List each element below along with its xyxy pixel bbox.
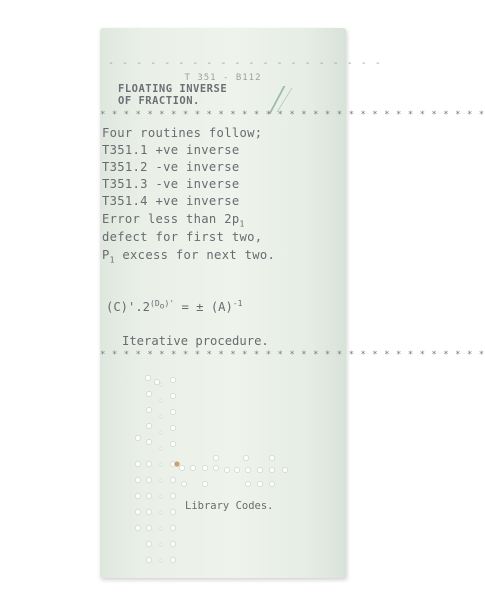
sprocket-hole bbox=[160, 399, 162, 402]
formula-sup-close: )' bbox=[164, 299, 175, 308]
title-line-2: OF FRACTION. bbox=[118, 95, 200, 107]
punch-hole bbox=[135, 493, 140, 498]
punch-hole bbox=[154, 379, 159, 384]
punch-hole bbox=[135, 525, 140, 530]
punch-hole bbox=[179, 465, 184, 470]
punch-hole bbox=[234, 467, 239, 472]
punch-hole bbox=[146, 541, 151, 546]
formula-sup-open: (D bbox=[150, 299, 160, 308]
punch-hole bbox=[146, 509, 151, 514]
punch-hole bbox=[269, 455, 274, 460]
punch-hole bbox=[170, 541, 175, 546]
formula-sup-sub: o bbox=[159, 301, 165, 311]
punch-hole bbox=[213, 455, 218, 460]
title-line-1: FLOATING INVERSE bbox=[118, 83, 228, 95]
text-line: T351.2 -ve inverse bbox=[102, 160, 240, 174]
sprocket-hole bbox=[160, 415, 162, 418]
punch-hole bbox=[135, 477, 140, 482]
sprocket-hole bbox=[160, 511, 162, 514]
punch-hole bbox=[269, 467, 274, 472]
punch-hole bbox=[170, 509, 175, 514]
paper-tape bbox=[100, 28, 485, 578]
error-text: Error less than 2p bbox=[102, 212, 240, 226]
punch-hole bbox=[257, 467, 262, 472]
punch-hole bbox=[257, 481, 262, 486]
punch-hole bbox=[170, 493, 175, 498]
punch-hole bbox=[146, 493, 151, 498]
punch-hole bbox=[135, 509, 140, 514]
routine-code: T 351 - B112 bbox=[184, 73, 262, 83]
punch-hole bbox=[181, 481, 186, 486]
text-line: Four routines follow; bbox=[102, 126, 263, 140]
punched-holes bbox=[100, 28, 485, 578]
punch-hole bbox=[243, 455, 248, 460]
library-codes-label: Library Codes. bbox=[185, 500, 274, 512]
sprocket-hole bbox=[160, 527, 162, 530]
text-line: T351.3 -ve inverse bbox=[102, 177, 240, 191]
punch-hole bbox=[145, 375, 150, 380]
sprocket-hole bbox=[160, 463, 162, 466]
formula-part2: = ± (A) bbox=[174, 300, 233, 315]
stain-mark bbox=[174, 461, 179, 466]
punch-hole bbox=[170, 557, 175, 562]
excess-subscript: 1 bbox=[109, 255, 115, 265]
punch-hole bbox=[146, 461, 151, 466]
punch-hole bbox=[135, 461, 140, 466]
formula-part1: (C)'.2 bbox=[106, 300, 151, 315]
punch-hole bbox=[170, 477, 175, 482]
excess-p: P bbox=[102, 248, 110, 262]
sprocket-hole bbox=[160, 559, 162, 562]
text-line: T351.4 +ve inverse bbox=[102, 194, 240, 208]
punch-hole bbox=[190, 465, 195, 470]
punch-hole bbox=[202, 481, 207, 486]
punch-hole bbox=[245, 467, 250, 472]
punch-hole bbox=[146, 423, 151, 428]
sprocket-hole bbox=[160, 447, 162, 450]
punch-hole bbox=[213, 465, 218, 470]
header-dots: - - - - - - - - - - - - - - - - - - - - bbox=[108, 58, 382, 69]
sprocket-hole bbox=[160, 479, 162, 482]
punch-hole bbox=[282, 467, 287, 472]
defect-line: defect for first two, bbox=[102, 230, 263, 244]
sprocket-hole bbox=[160, 431, 162, 434]
asterisk-divider-top: * * * * * * * * * * * * * * * * * * * * * * * * * * * * * * * * * bbox=[100, 110, 485, 120]
punch-hole bbox=[170, 409, 175, 414]
punch-hole bbox=[146, 391, 151, 396]
punch-hole bbox=[224, 467, 229, 472]
excess-text: excess for next two. bbox=[114, 248, 276, 262]
punch-hole bbox=[146, 407, 151, 412]
sprocket-hole bbox=[160, 383, 162, 386]
sprocket-hole bbox=[160, 495, 162, 498]
punch-hole bbox=[202, 465, 207, 470]
punch-hole bbox=[146, 439, 151, 444]
punch-hole bbox=[269, 481, 274, 486]
punch-hole bbox=[170, 525, 175, 530]
punch-hole bbox=[135, 435, 140, 440]
punch-hole bbox=[170, 441, 175, 446]
punch-hole bbox=[245, 481, 250, 486]
sprocket-hole bbox=[160, 543, 162, 546]
text-line: T351.1 +ve inverse bbox=[102, 143, 240, 157]
punch-hole bbox=[146, 557, 151, 562]
error-subscript: 1 bbox=[239, 219, 245, 229]
punch-hole bbox=[170, 377, 175, 382]
asterisk-divider-bottom: * * * * * * * * * * * * * * * * * * * * * * * * * * * * * * * * * bbox=[100, 350, 485, 360]
punch-hole bbox=[146, 477, 151, 482]
punch-hole bbox=[170, 425, 175, 430]
punch-hole bbox=[170, 393, 175, 398]
iterative-line: Iterative procedure. bbox=[122, 334, 269, 348]
punch-hole bbox=[146, 525, 151, 530]
formula-exponent: -1 bbox=[232, 299, 243, 308]
